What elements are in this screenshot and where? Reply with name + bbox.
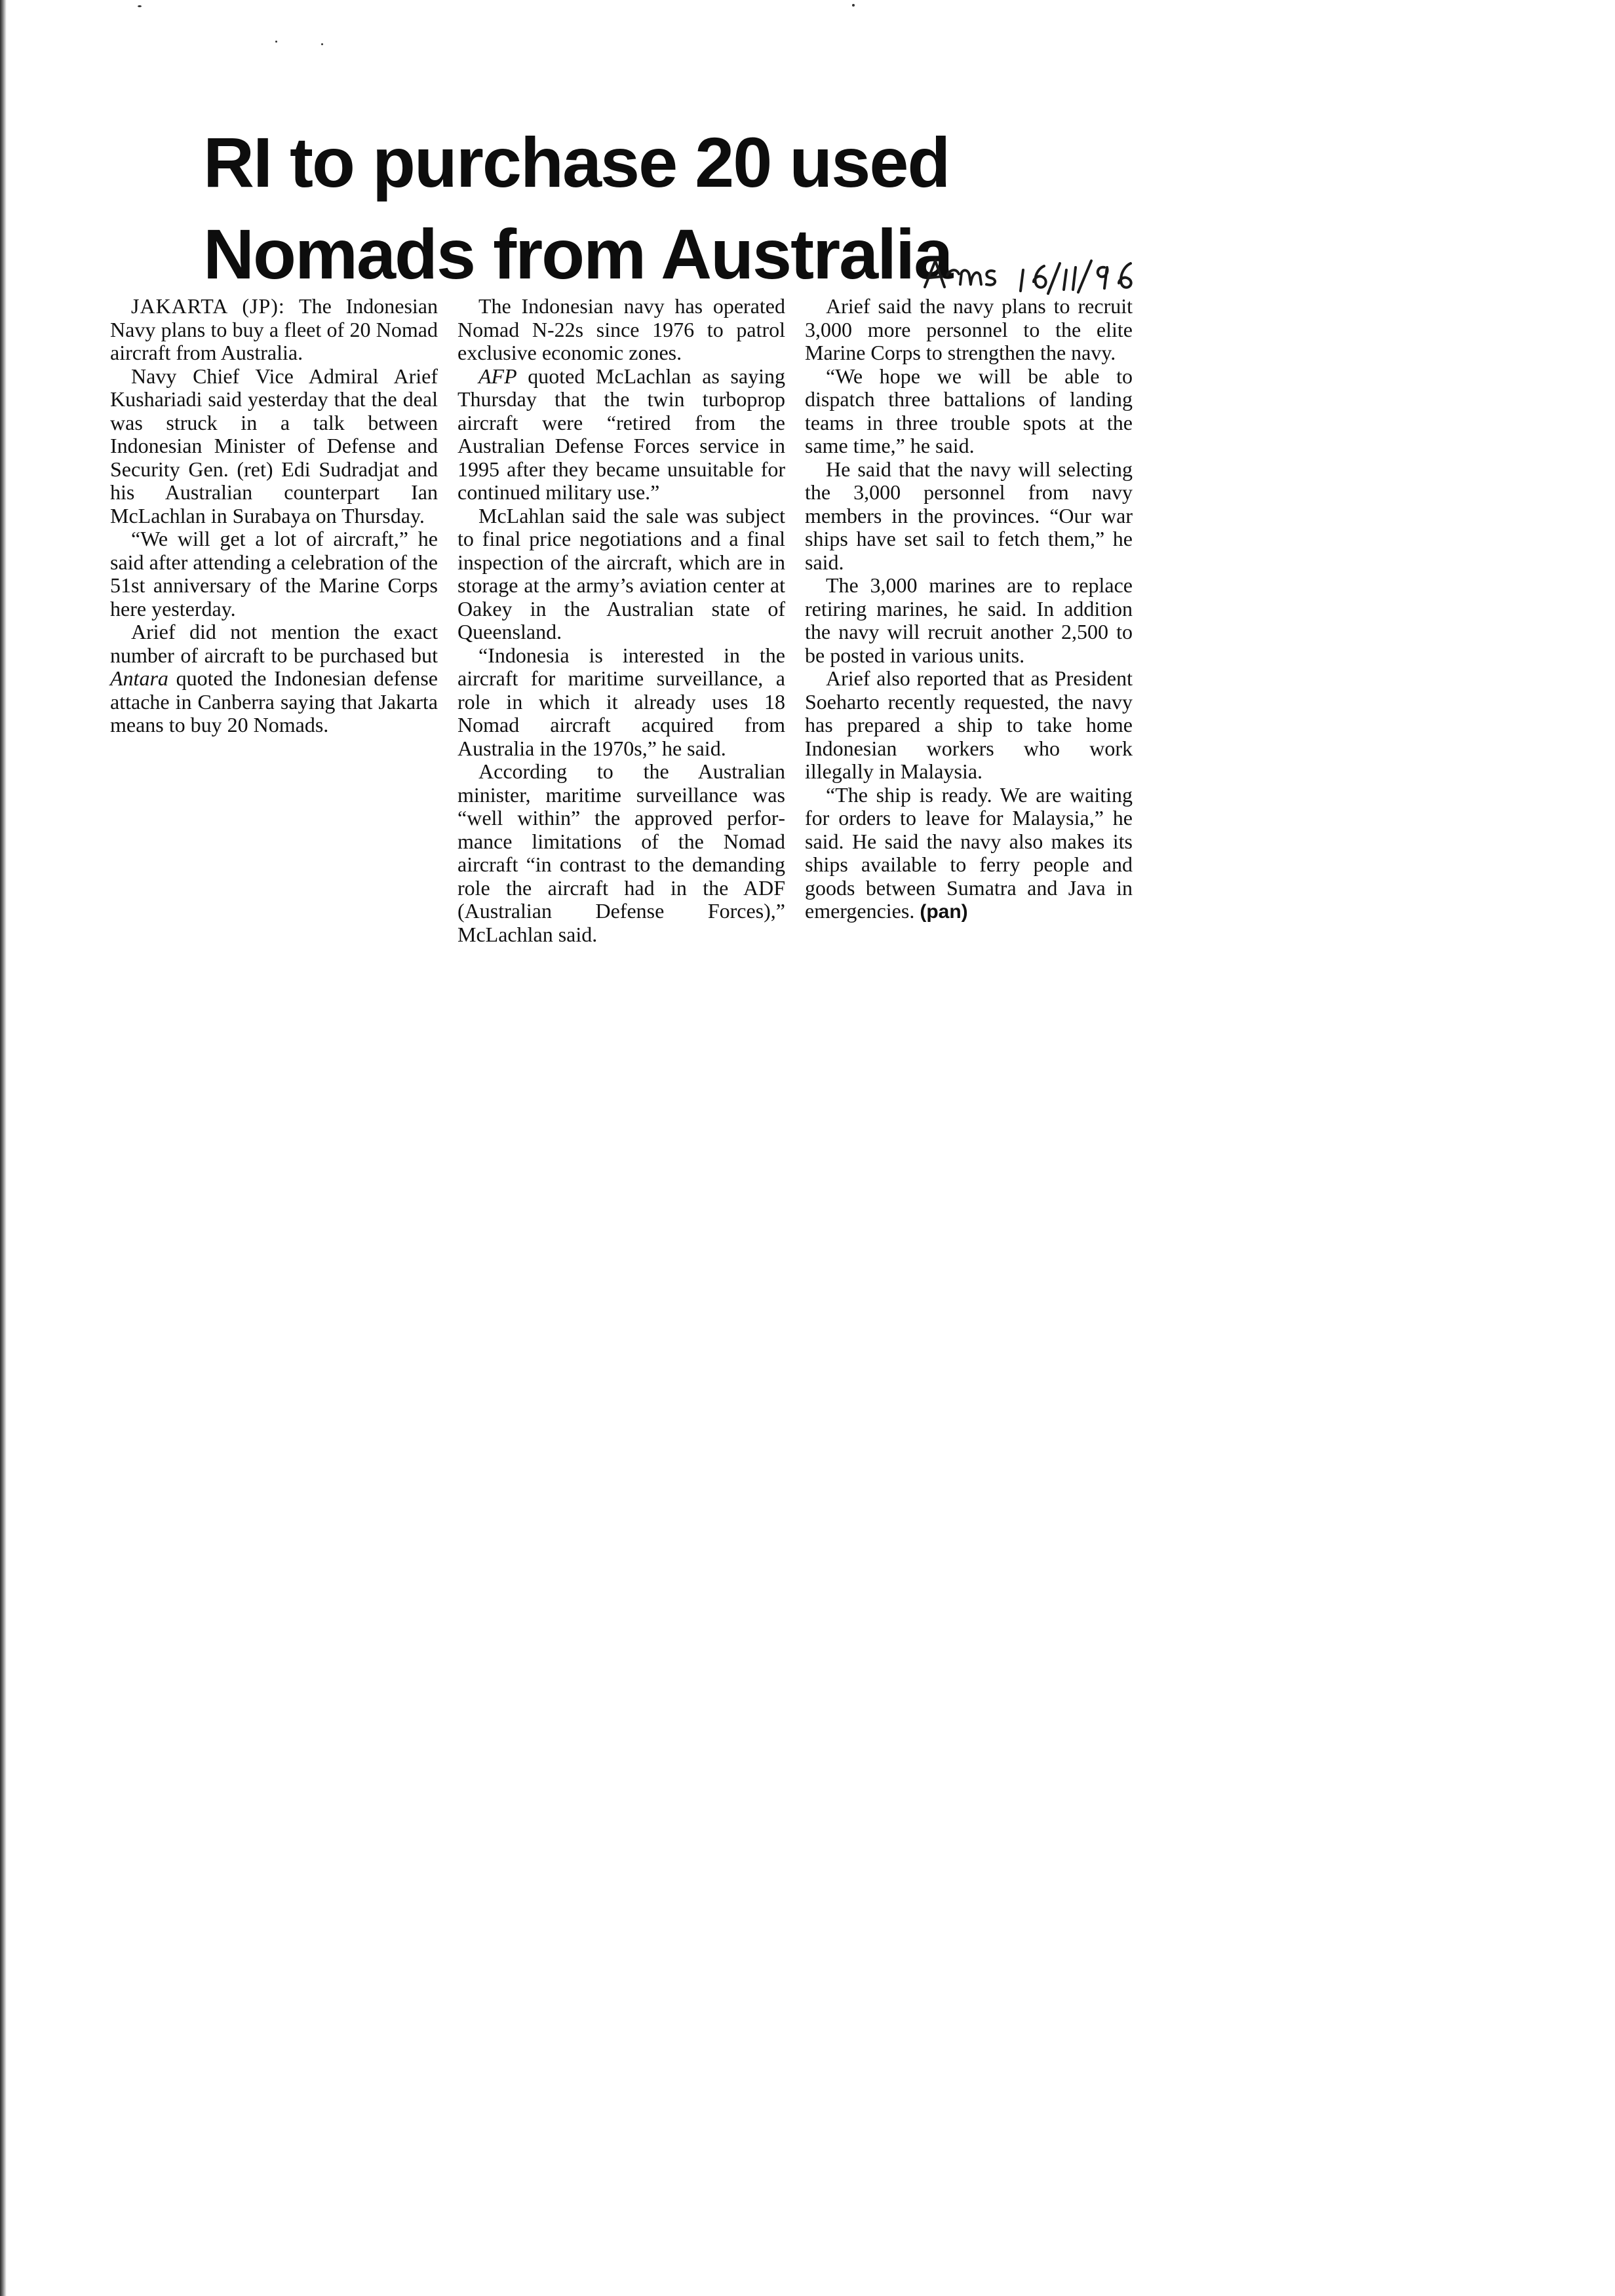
- byline: (pan): [920, 901, 968, 923]
- article-column-3: [805, 295, 1133, 924]
- handwritten-annotation-ink: [921, 244, 1170, 296]
- article-paragraph: “Indonesia is interested in the aircraft for maritime surveillance, a role in which it already uses 18 Nomad aircraft acquired from Australia in the 1970s,” he said.: [457, 643, 785, 760]
- article-paragraph: [805, 784, 1133, 924]
- paragraph-text: “The ship is ready. We are waiting for orders to leave for Malaysia,” he said. He said the navy also makes its ships available to ferry people and goods between Sumatra and Java in emergencies.: [805, 782, 1133, 923]
- article-paragraph: Arief said the navy plans to recruit 3,000 more personnel to the elite Marine Corps to strengthen the navy.: [805, 294, 1133, 364]
- article-paragraph: “We will get a lot of aircraft,” he said after attending a celebration of the 51st anniversary of the Marine Corps here yesterday.: [110, 527, 438, 621]
- article-paragraph: [457, 365, 785, 505]
- paragraph-text: quoted the Indonesian defense attache in Canberra saying that Jakarta means to buy 20 Nomads.: [110, 666, 438, 737]
- article-paragraph: The Indonesian navy has operated Nomad N-22s since 1976 to patrol exclusive economic zones.: [457, 294, 785, 364]
- article-paragraph: Arief also reported that as President Soeharto recently requested, the navy has prepared a ship to take home Indonesian workers who work illegally in Malaysia.: [805, 666, 1133, 783]
- article-paragraph: The 3,000 marines are to replace retiring marines, he said. In addition the navy will recruit another 2,500 to be posted in various units.: [805, 573, 1133, 667]
- scan-speck: [275, 41, 277, 43]
- article-paragraph: Navy Chief Vice Admiral Arief Kushariadi said yesterday that the deal was struck in a talk between Indonesian Minister of Defense and Security Gen. (ret) Edi Sudradjat and his Australian counterpart Ian McLachlan in Surabaya on Thursday.: [110, 364, 438, 527]
- scan-speck: [321, 43, 323, 45]
- news-agency-name: Antara: [110, 666, 168, 690]
- handwritten-annotation: [921, 244, 1170, 296]
- paragraph-text: quoted McLachlan as saying Thursday that the twin turboprop aircraft were “retired from the Australian Defense Forces service in 1995 after they became unsuitable for continued military use.”: [457, 364, 785, 504]
- article-paragraph: He said that the navy will selecting the 3,000 personnel from navy members in the provinces. “Our war ships have set sail to fetch them,” he said.: [805, 457, 1133, 574]
- headline-line-2: Nomads from Australia: [203, 214, 952, 294]
- article-paragraph: According to the Australian minister, maritime surveillance was “well within” the approved performance limitations of the Nomad aircraft “in contrast to the demanding role the aircraft had in the ADF (Australian Defense Forces),” McLachlan said.: [457, 759, 785, 946]
- article-paragraph: [110, 295, 438, 365]
- headline-line-1: RI to purchase 20 used: [203, 123, 950, 202]
- article-paragraph: [110, 621, 438, 737]
- article-column-2: [457, 295, 785, 946]
- scan-speck: [852, 4, 855, 7]
- article-column-1: [110, 295, 438, 737]
- lead-text: The Indonesian Navy plans to buy a fleet of 20 Nomad aircraft from Australia.: [110, 294, 438, 364]
- article-paragraph: McLahlan said the sale was subject to final price negotiations and a final inspection of the aircraft, which are in storage at the army’s aviation center at Oakey in the Australian state of Queensland.: [457, 503, 785, 643]
- paragraph-text: Arief did not mention the exact number of aircraft to be purchased but: [110, 620, 438, 667]
- article-paragraph: “We hope we will be able to dispatch three battalions of landing teams in three trouble spots at the same time,” he said.: [805, 364, 1133, 457]
- news-agency-name: AFP: [478, 364, 517, 388]
- scan-edge-shadow: [0, 0, 7, 2296]
- scan-speck: [138, 5, 142, 7]
- dateline: JAKARTA (JP):: [131, 294, 285, 318]
